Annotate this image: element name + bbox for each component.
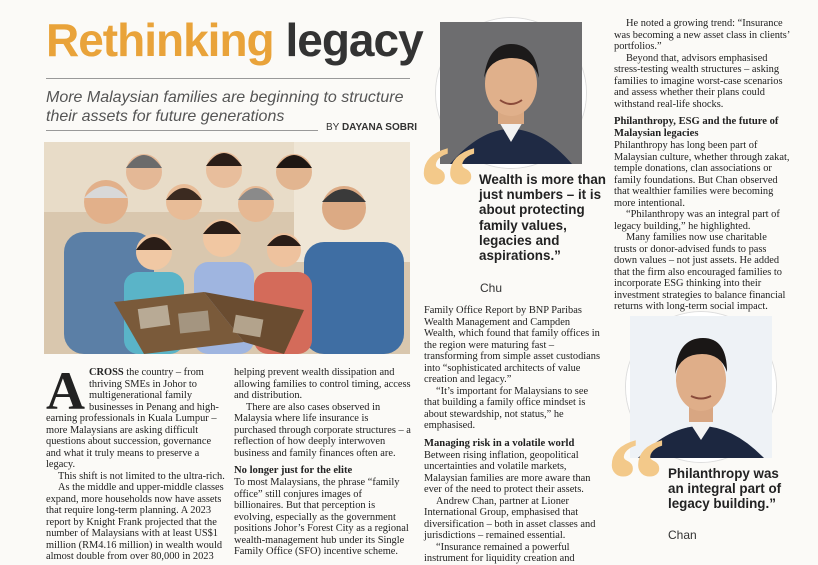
article-column-3 bbox=[424, 305, 602, 565]
quote-mark-icon: “ bbox=[606, 413, 666, 546]
headline-divider bbox=[46, 78, 410, 79]
paragraph: Many families now use charitable trusts or donor-advised funds to pass down values – not just assets. He added that the firm also encouraged families to incorporate ESG thinking into their investment strategies to balance financial returns with long-term social impact. bbox=[614, 232, 786, 312]
headline bbox=[46, 10, 423, 70]
standfirst: More Malaysian families are beginning to structure their assets for future generations bbox=[46, 89, 404, 125]
drop-cap: A bbox=[46, 361, 85, 421]
lead-bold: CROSS bbox=[89, 367, 124, 378]
paragraph: To most Malaysians, the phrase “family office” still conjures images of billionaires. But that perception is evolving, especially as the government positions Johor’s Forest City as a regional wealth-management hub under its Single Family Office (SFO) incentive scheme. bbox=[234, 477, 409, 557]
byline-author: DAYANA SOBRI bbox=[341, 122, 417, 133]
byline-prefix: BY bbox=[326, 122, 340, 133]
article-column-2 bbox=[234, 367, 412, 558]
standfirst-divider bbox=[46, 130, 318, 131]
lead-text: the country – from thriving SMEs in Johor to multigenerational family businesses in Penang and high-earning professionals in Kuala Lumpur – more Malaysians are asking difficult questions about succession, governance and what it truly means to preserve a legacy. bbox=[46, 367, 219, 470]
paragraph: Philanthropy has long been part of Malaysian culture, whether through zakat, temple donations, clan associations or family foundations. But Chan observed that wealthier families were becoming more intentional. bbox=[614, 140, 790, 209]
paragraph: Andrew Chan, partner at Lioner International Group, emphasised that diversification – both in asset classes and jurisdictions – remained essential. bbox=[424, 495, 596, 541]
headline-accent: Rethinking bbox=[46, 14, 274, 66]
headline-main: legacy bbox=[285, 14, 423, 66]
paragraph: He noted a growing trend: “Insurance was becoming a new asset class in clients’ portfolios.” bbox=[614, 18, 790, 52]
quote-attribution: Chu bbox=[480, 281, 503, 295]
article-column-4 bbox=[614, 18, 790, 313]
paragraph: There are also cases observed in Malaysia where life insurance is purchased through corporate structures – a reflection of how deeply interwoven business and family finances often are. bbox=[234, 401, 411, 459]
paragraph: Beyond that, advisors emphasised stress-testing wealth structures – asking families to imagine worst-case scenarios and assess whether their plans could withstand real-life shocks. bbox=[614, 52, 783, 110]
paragraph: As the middle and upper-middle classes expand, more households now have assets that require long-term planning. A 2023 report by Knight Frank projected that the number of Malaysians with at least US$1 million (RM4.16 million) in wealth would almost double from over 80,000 in 2023 bbox=[46, 482, 224, 562]
paragraph: helping prevent wealth dissipation and allowing families to control timing, access and distribution. bbox=[234, 367, 411, 401]
paragraph: Between rising inflation, geopolitical uncertainties and volatile markets, Malaysian families are more aware than ever of the need to protect their assets. bbox=[424, 449, 591, 495]
paragraph: “Insurance remained a powerful instrument for liquidity creation and bbox=[424, 541, 575, 564]
paragraph: Family Office Report by BNP Paribas Wealth Management and Campden Wealth, which found that family offices in the region were maturing fast – transforming from simple asset custodians into “sophisticated architects of value creation and legacy.” bbox=[424, 305, 601, 385]
subheading: Philanthropy, ESG and the future of Malaysian legacies bbox=[614, 116, 779, 139]
pull-quote: Wealth is more than just numbers – it is about protecting family values, legacies and aspirations.” bbox=[479, 172, 606, 264]
subheading: Managing risk in a volatile world bbox=[424, 437, 575, 449]
paragraph: “Philanthropy was an integral part of legacy building,” he highlighted. bbox=[614, 209, 780, 232]
quote-mark-icon: “ bbox=[418, 121, 478, 254]
pull-quote: Philanthropy was an integral part of legacy building.” bbox=[668, 466, 782, 512]
byline bbox=[326, 122, 417, 133]
family-photo-album-icon bbox=[44, 142, 410, 354]
paragraph: “It’s important for Malaysians to see that building a family office mindset is about stewardship, not status,” he emphasised. bbox=[424, 385, 589, 431]
subheading: No longer just for the elite bbox=[234, 465, 353, 476]
family-photo bbox=[44, 142, 410, 354]
quote-attribution: Chan bbox=[668, 528, 697, 542]
article-column-1 bbox=[46, 361, 226, 563]
paragraph: This shift is not limited to the ultra-rich. bbox=[58, 470, 225, 482]
